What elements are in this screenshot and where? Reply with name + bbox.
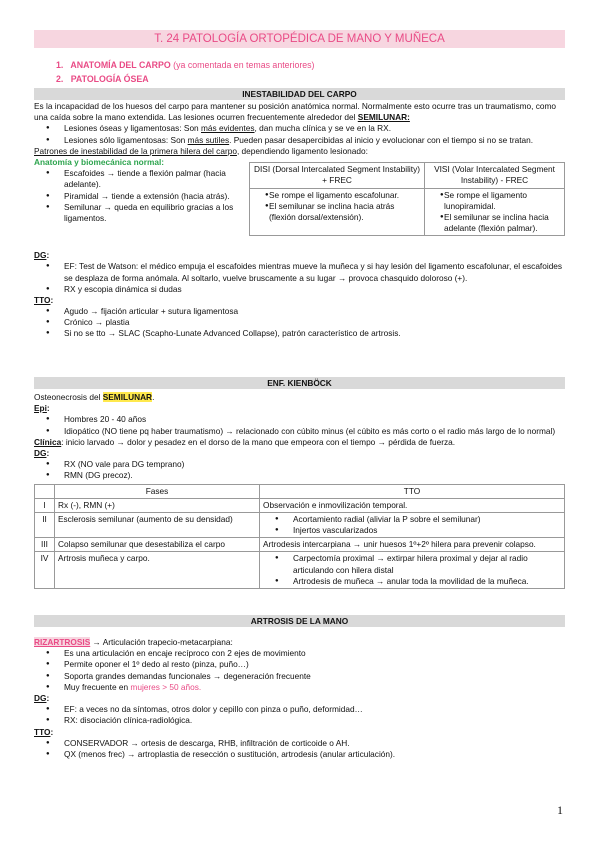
underlined-text: Patrones de inestabilidad de la primera hilera del carpo (34, 145, 237, 156)
list-item: ● EF: Test de Watson: el médico empuja el escafoides mientras mueve la muñeca y si hay lesión del ligamento escafolunar, el escafoides se desplaza de forma anómala. Al soltarlo, vuelve bruscamente a su lugar → provoca chasquido doloroso (+). (34, 261, 565, 283)
list-item: ● Escafoides → tiende a flexión palmar (hacia adelante). (34, 168, 234, 190)
intro-text: Es la incapacidad de los huesos del carpo para mantener su posición anatómica normal. Normalmente esto ocurre tras un traumatismo, como una caída sobre la mano extendida. Las lesiones ocurren frecuentemente alrededor del (34, 101, 557, 123)
list-item (34, 682, 565, 693)
list-item: ● CONSERVADOR → ortesis de descarga, RHB, infiltración de corticoide o AH. (34, 738, 565, 749)
list-item: ● El semilunar se inclina hacia atrás (flexión dorsal/extensión). (253, 201, 421, 223)
list-item: ● Acortamiento radial (aliviar la P sobre el semilunar) (263, 514, 561, 525)
toc-note: (ya comentada en temas anteriores) (173, 60, 315, 70)
highlighted-text: mujeres > 50 años. (130, 681, 202, 692)
list-item: ● RX: disociación clínica-radiológica. (34, 715, 565, 726)
tto-list (34, 306, 565, 340)
paragraph (34, 146, 565, 157)
table-cell: Observación e inmovilización temporal. (260, 498, 565, 512)
paragraph (34, 392, 565, 403)
table-cell: Colapso semilunar que desestabiliza el carpo (55, 538, 260, 552)
toc-list (56, 60, 314, 88)
list-item: ● El semilunar se inclina hacia adelante (flexión palmar). (428, 212, 561, 234)
list-item: ● EF: a veces no da síntomas, otros dolor y cepillo con pinza o puño, deformidad… (34, 704, 565, 715)
paragraph (34, 637, 565, 648)
list-item: ● RX (NO vale para DG temprano) (34, 459, 565, 470)
table-header (35, 484, 55, 498)
list-item: ● Hombres 20 - 40 años (34, 414, 565, 425)
table-cell (260, 552, 565, 589)
table-cell (260, 512, 565, 537)
paragraph (34, 437, 565, 448)
section-header: ENF. KIENBÖCK (34, 377, 565, 389)
visi-list (428, 190, 561, 235)
text: , dan mucha clínica y se ve en la RX. (254, 123, 392, 134)
paragraph (34, 101, 565, 123)
text: Osteonecrosis del (34, 392, 101, 402)
epi-list (34, 414, 565, 436)
label-text: Epi (34, 403, 47, 414)
toc-label: ANATOMÍA DEL CARPO (70, 60, 171, 70)
epi-label: Epi: (34, 403, 50, 414)
disi-list (253, 190, 421, 224)
list-item: ● RMN (DG precoz). (34, 470, 565, 481)
dg-label: DG: (34, 447, 50, 458)
list-item: ● Injertos vascularizados (263, 525, 561, 536)
list-item: ● Artrodesis de muñeca → anular toda la movilidad de la muñeca. (263, 576, 561, 587)
toc-label: PATOLOGÍA ÓSEA (70, 73, 149, 84)
list-item: ● Idiopático (NO tiene pq haber traumatismo) → relacionado con cúbito minus (el cúbito es más corto o el radio más largo de lo normal) (34, 426, 565, 437)
rizartrosis-list (34, 648, 565, 693)
tto-label: TTO: (34, 294, 54, 305)
table-header: TTO (260, 484, 565, 498)
text: : inicio larvado → dolor y pesadez en el dorso de la mano que empeora con el tiempo → pérdida de fuerza. (61, 436, 456, 447)
table-cell-visi (425, 188, 565, 236)
highlighted-term: SEMILUNAR (102, 392, 153, 402)
list-item (34, 123, 565, 134)
text: Muy frecuente en (64, 681, 129, 692)
label-text: Clínica (34, 436, 62, 447)
list-item: ● Es una articulación en encaje recíproco con 2 ejes de movimiento (34, 648, 565, 659)
table-header: Fases (55, 484, 260, 498)
label-text: DG (34, 447, 47, 458)
section-kienbock (34, 377, 565, 589)
table-cell: Artrosis muñeca y carpo. (55, 552, 260, 589)
list-item: ● Permite oponer el 1º dedo al resto (pinza, puño…) (34, 659, 565, 670)
toc-item (56, 60, 314, 72)
list-item (34, 135, 565, 146)
section-artrosis (34, 615, 565, 760)
rizartrosis-term: RIZARTROSIS (34, 637, 91, 647)
disi-visi-table (249, 162, 565, 236)
section-header: INESTABILIDAD DEL CARPO (34, 88, 565, 100)
underlined-text: más evidentes (201, 123, 255, 134)
dg-list (34, 704, 565, 726)
text: Lesiones sólo ligamentosas: Son (64, 134, 186, 145)
toc-number: 1. (56, 60, 64, 70)
table-cell: Esclerosis semilunar (aumento de su densidad) (55, 512, 260, 537)
label-text: TTO (34, 294, 51, 305)
table-cell-disi (250, 188, 425, 236)
toc-number: 2. (56, 73, 64, 84)
label-text: DG (34, 250, 47, 261)
table-row (35, 512, 565, 537)
text: → Articulación trapecio-metacarpiana: (90, 637, 233, 647)
page-number: 1 (557, 803, 563, 817)
list-item: ● Se rompe el ligamento escafolunar. (253, 190, 421, 201)
label-text: DG (34, 692, 47, 703)
list-item: ● Crónico → plastia (34, 317, 565, 328)
section-inestabilidad (34, 88, 565, 340)
list-item: ● RX y escopia dinámica si dudas (34, 284, 565, 295)
section-header: ARTROSIS DE LA MANO (34, 615, 565, 627)
underlined-text: más sutiles (187, 134, 230, 145)
list-item: ● Soporta grandes demandas funcionales → degeneración frecuente (34, 671, 565, 682)
label-text: TTO (34, 726, 51, 737)
subheading-anatomia: Anatomía y biomecánica normal: (34, 156, 165, 167)
table-cell: II (35, 512, 55, 537)
tto-list (263, 553, 561, 587)
list-item: ● Agudo → fijación articular + sutura ligamentosa (34, 306, 565, 317)
list-item: ● Si no se tto → SLAC (Scapho-Lunate Advanced Collapse), patrón característico de artrosis. (34, 328, 565, 339)
dg-label: DG: (34, 250, 50, 261)
table-row (35, 538, 565, 552)
dg-list (34, 459, 565, 481)
tto-label: TTO: (34, 726, 54, 737)
anatomia-list (34, 168, 234, 224)
list-item: ● QX (menos frec) → artroplastia de resección o sustitución, artrodesis (anular articulación). (34, 749, 565, 760)
text: . Pueden pasar desapercibidas al inicio y evolucionar con el tiempo si no se tratan. (229, 134, 534, 145)
anatomia-block (34, 164, 565, 250)
tto-list (34, 738, 565, 760)
list-item: ● Se rompe el ligamento lunopiramidal. (428, 190, 561, 212)
list-item: ● Semilunar → queda en equilibrio gracias a los ligamentos. (34, 202, 234, 224)
list-item: ● Piramidal → tiende a extensión (hacia atrás). (34, 191, 234, 202)
table-header-row (35, 484, 565, 498)
table-cell: Rx (-), RMN (+) (55, 498, 260, 512)
text: Lesiones óseas y ligamentosas: Son (64, 123, 199, 134)
toc-item (56, 74, 314, 86)
table-header-disi: DISI (Dorsal Intercalated Segment Instability) + FREC (250, 163, 425, 188)
dg-list (34, 261, 565, 295)
table-row (35, 552, 565, 589)
dg-label: DG: (34, 692, 50, 703)
list-item: ● Carpectomía proximal → extirpar hilera proximal y dejar al radio articulando con hilera distal (263, 553, 561, 575)
table-cell: III (35, 538, 55, 552)
table-cell: Artrodesis intercarpiana → unir huesos 1º+2º hilera para prevenir colapso. (260, 538, 565, 552)
table-row (35, 498, 565, 512)
fases-table (34, 484, 565, 590)
text: . (152, 392, 155, 402)
table-cell: I (35, 498, 55, 512)
tto-list (263, 514, 561, 536)
page-title: T. 24 PATOLOGÍA ORTOPÉDICA DE MANO Y MUÑECA (34, 30, 565, 48)
semilunar-term: SEMILUNAR: (357, 112, 410, 123)
text: , dependiendo ligamento lesionado: (236, 145, 368, 156)
table-header-visi: VISI (Volar Intercalated Segment Instability) - FREC (425, 163, 565, 188)
lesion-list (34, 123, 565, 145)
table-cell: IV (35, 552, 55, 589)
